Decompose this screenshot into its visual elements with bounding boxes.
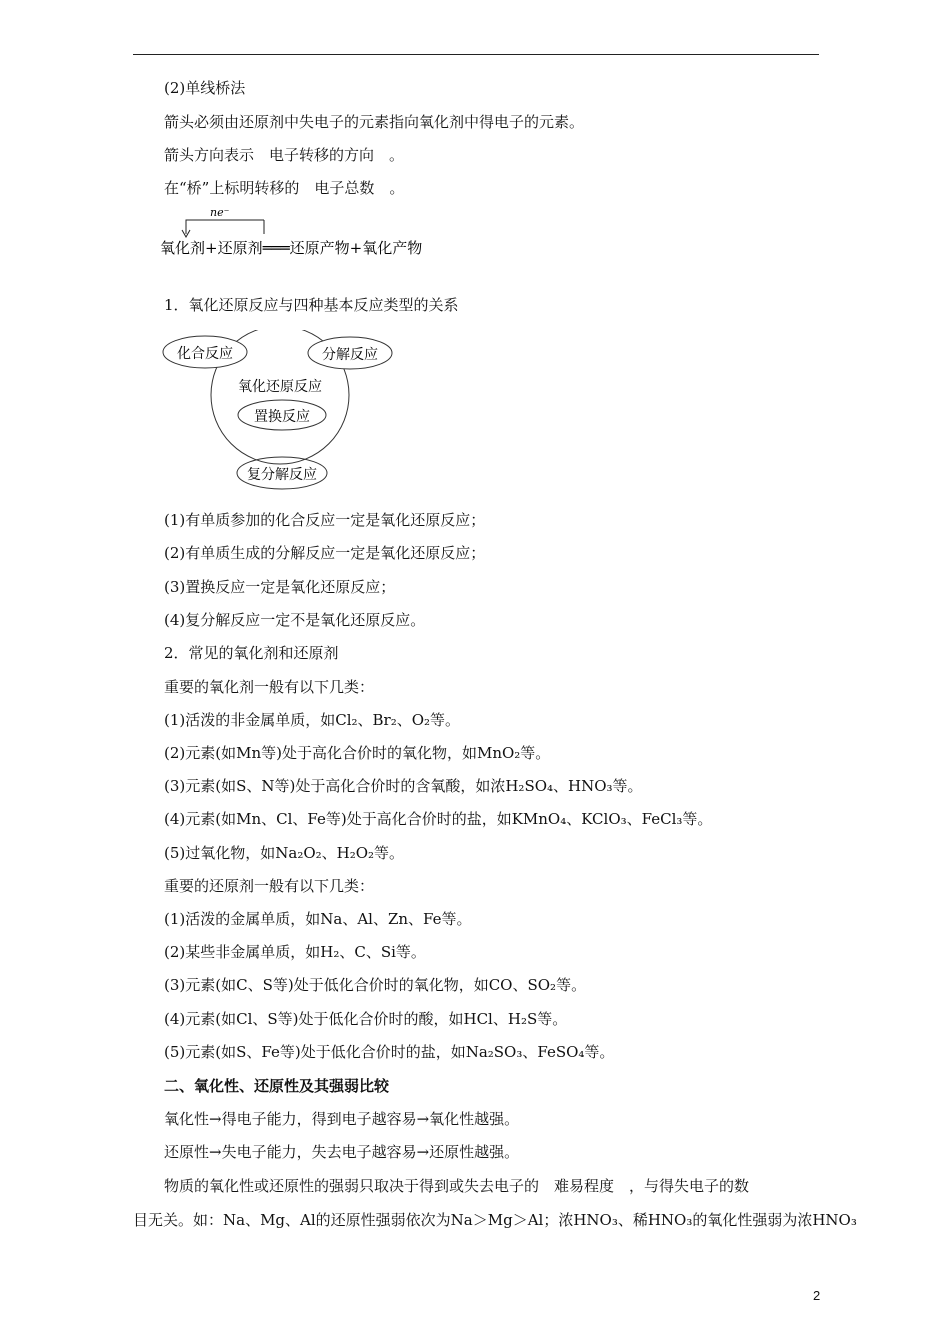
- oxidizing-definition: 氧化性→得电子能力，得到电子越容易→氧化性越强。: [164, 1110, 520, 1128]
- reductant-item-3: (3)元素(如C、S等)处于低化合价时的氧化物，如CO、SO₂等。: [164, 976, 587, 994]
- oxidant-item-4: (4)元素(如Mn、Cl、Fe等)处于高化合价时的盐，如KMnO₄、KClO₃、FeCl₃等。: [164, 810, 713, 828]
- bridge-arrow-figure: [160, 204, 480, 264]
- bridge-rule-2: 箭头方向表示 电子转移的方向 。: [164, 146, 405, 164]
- equation-text: 氧化剂+还原剂═══还原产物+氧化产物: [160, 239, 423, 257]
- oxidant-item-5: (5)过氧化物，如Na₂O₂、H₂O₂等。: [164, 844, 405, 862]
- combination-label: 化合反应: [177, 346, 233, 362]
- section1-heading: 1．氧化还原反应与四种基本反应类型的关系: [164, 296, 459, 314]
- reductant-item-1: (1)活泼的金属单质，如Na、Al、Zn、Fe等。: [164, 910, 472, 928]
- oxidant-intro: 重要的氧化剂一般有以下几类：: [164, 678, 375, 696]
- bridge-rule-3: 在“桥”上标明转移的 电子总数 。: [164, 179, 405, 197]
- oxidant-item-3: (3)元素(如S、N等)处于高化合价时的含氧酸，如浓H₂SO₄、HNO₃等。: [164, 777, 643, 795]
- strength-paragraph-line-2: 目无关。如：Na、Mg、Al的还原性强弱依次为Na＞Mg＞Al；浓HNO₃、稀HNO₃的氧化性强弱为浓HNO₃: [133, 1211, 857, 1229]
- oxidant-item-1: (1)活泼的非金属单质，如Cl₂、Br₂、O₂等。: [164, 711, 461, 729]
- bridge-heading: (2)单线桥法: [164, 79, 246, 97]
- bridge-rule-1: 箭头必须由还原剂中失电子的元素指向氧化剂中得电子的元素。: [164, 113, 585, 131]
- point-3: (3)置换反应一定是氧化还原反应；: [164, 578, 396, 596]
- reductant-item-4: (4)元素(如Cl、S等)处于低化合价时的酸，如HCl、H₂S等。: [164, 1010, 568, 1028]
- reductant-item-5: (5)元素(如S、Fe等)处于低化合价时的盐，如Na₂SO₃、FeSO₄等。: [164, 1043, 615, 1061]
- oxidant-item-2: (2)元素(如Mn等)处于高化合价时的氧化物，如MnO₂等。: [164, 744, 551, 762]
- bridge-arrow-icon: [186, 220, 264, 234]
- reductant-intro: 重要的还原剂一般有以下几类：: [164, 877, 375, 895]
- point-1: (1)有单质参加的化合反应一定是氧化还原反应；: [164, 511, 486, 529]
- point-4: (4)复分解反应一定不是氧化还原反应。: [164, 611, 426, 629]
- redox-label: 氧化还原反应: [238, 379, 322, 395]
- reductant-item-2: (2)某些非金属单质，如H₂、C、Si等。: [164, 943, 426, 961]
- page-number: 2: [813, 1288, 821, 1303]
- reaction-types-diagram: [158, 330, 398, 504]
- arrow-label: ne⁻: [210, 206, 230, 219]
- double-decomposition-label: 复分解反应: [247, 467, 317, 483]
- decomposition-label: 分解反应: [322, 347, 378, 363]
- displacement-label: 置换反应: [254, 409, 310, 425]
- part2-heading: 二、氧化性、还原性及其强弱比较: [164, 1077, 390, 1095]
- point-2: (2)有单质生成的分解反应一定是氧化还原反应；: [164, 544, 486, 562]
- header-rule: [133, 54, 819, 55]
- single-bridge-equation: [160, 204, 480, 268]
- reducing-definition: 还原性→失电子能力，失去电子越容易→还原性越强。: [164, 1143, 520, 1161]
- section2-heading: 2．常见的氧化剂和还原剂: [164, 644, 339, 662]
- strength-paragraph-line-1: 物质的氧化性或还原性的强弱只取决于得到或失去电子的 难易程度 ，与得失电子的数: [164, 1177, 750, 1195]
